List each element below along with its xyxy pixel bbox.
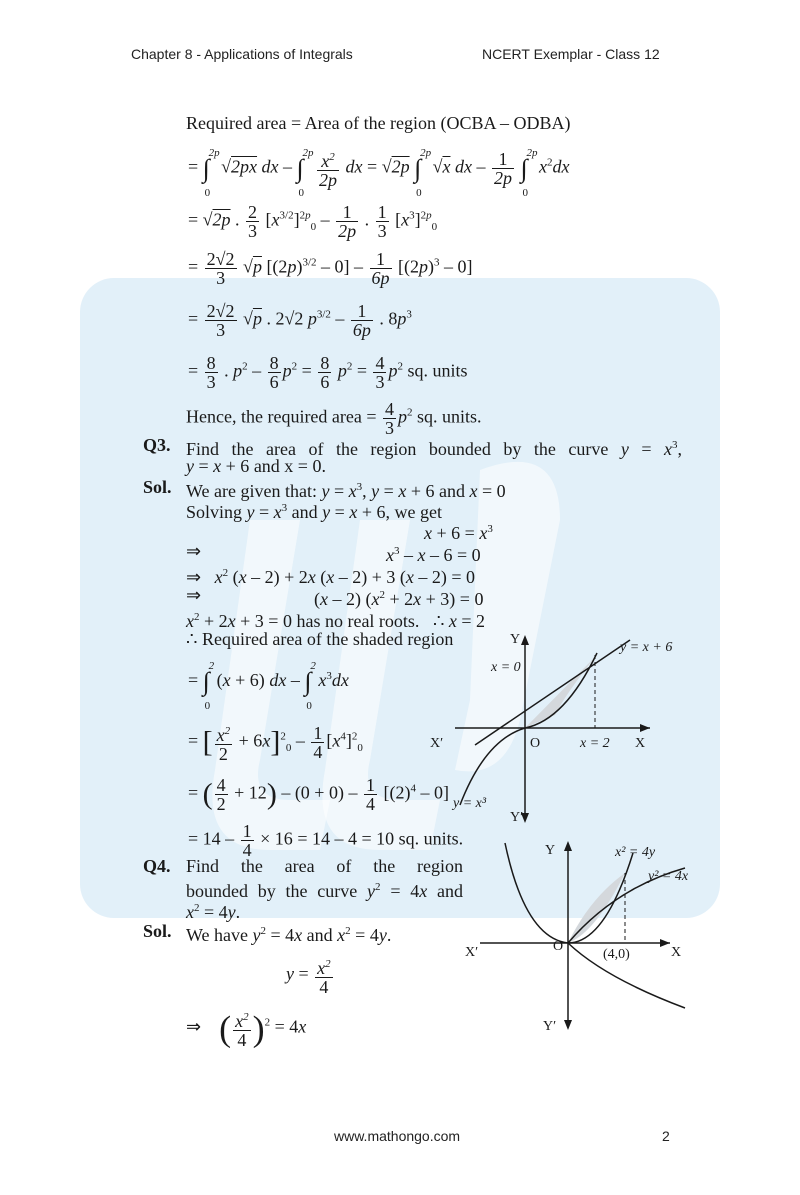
graph-cubic-line	[425, 625, 695, 830]
equation-line-1: = ∫ 2p 0 √2px dx – ∫ 2p 0 $\frac{x^2}{2p}$ dx = √2p ∫ 2p 0 √x dx – $\frac{1}{2p}$ ∫ 2p 0 $x^2dx$	[188, 146, 570, 199]
curve1-label: x² = 4y	[615, 845, 656, 860]
q3-question-line-2: y = x + 6 and x = 0.	[186, 456, 326, 476]
q3-eval-line-2: = ( $\frac{4}{2}$ + 12) – (0 + 0) – $\frac{1}{4}$ $[(2)^4 - 0]$	[188, 775, 449, 814]
q3-sol-label: Sol.	[143, 477, 172, 497]
q3-given-line: We are given that: $y = x^3$, y = x + 6 and x = 0	[186, 481, 506, 501]
point-label: (4,0)	[603, 947, 630, 962]
q4-question-line-2: bounded by the curve $y^2 = 4x$ and	[186, 881, 464, 901]
x2-label: x = 2	[580, 736, 610, 751]
equation-line-4: = $\frac{2√2}{3}$ √p . 2√2 $p^{3/2}$ – $\frac{1}{6p}$ . $8p^3$	[188, 301, 412, 340]
curve-label: y = x³	[453, 796, 487, 811]
q4-step-1: y = $\frac{x^2}{4}$	[286, 958, 331, 997]
q3-step-1: $x + 6 = x^3$	[424, 523, 493, 543]
line-label: y = x + 6	[620, 640, 673, 655]
axis-label-x: X	[671, 945, 682, 960]
axis-label-y-neg: Y′	[543, 1019, 557, 1033]
equation-line-2: = √2p . $\frac{2}{3}$ $[x^{3/2}]^{2p}_0$ – $\frac{1}{2p}$ . $\frac{1}{3}$ $[x^3]^{2p}_0$	[188, 202, 438, 241]
axis-label-x-neg: X′	[465, 945, 479, 960]
footer-url: www.mathongo.com	[334, 1128, 461, 1144]
axis-label-y-neg: Y′	[510, 810, 524, 825]
q4-question-line-3: $x^2 = 4y$.	[186, 902, 241, 922]
axis-label-y: Y	[510, 632, 521, 647]
axis-label-x: X	[635, 736, 646, 751]
line-y-x-plus-6	[475, 640, 630, 745]
curve2-label: y² = 4x	[648, 869, 689, 884]
q4-label: Q4.	[143, 856, 171, 876]
q4-we-have-line: We have $y^2 = 4x$ and $x^2 = 4y$.	[186, 925, 392, 945]
q3-question-line-1: Find the area of the region bounded by the curve $y = x^3$,	[186, 439, 683, 459]
header-chapter-title: Chapter 8 - Applications of Integrals	[131, 46, 353, 62]
x0-label: x = 0	[491, 660, 521, 675]
hence-line: Hence, the required area = $\frac{4}{3}$ $p^2$ sq. units.	[186, 399, 482, 438]
q3-step-2-expr: $x^3 - x - 6 = 0$	[386, 545, 481, 565]
q3-req-area-line: ∴ Required area of the shaded region	[186, 629, 454, 649]
header-book-title: NCERT Exemplar - Class 12	[482, 46, 660, 62]
q3-step-4-expr: (x – 2) $(x^2 + 2x + 3) = 0$	[314, 589, 484, 609]
page-number: 2	[662, 1128, 670, 1144]
shaded-region-1	[525, 657, 595, 728]
q3-final-line: = 14 – $\frac{1}{4}$ × 16 = 14 – 4 = 10 sq. units.	[188, 821, 464, 860]
equation-line-3: = $\frac{2√2}{3}$ √p $[(2p)^{3/2} - 0]$ – $\frac{1}{6p}$ $[(2p)^3 - 0]$	[188, 249, 473, 288]
equation-line-5: = $\frac{8}{3}$ . $p^2$ – $\frac{8}{6}$ $p^2$ = $\frac{8}{6}$ $p^2$ = $\frac{4}{3}$ $p^2$ sq. units	[188, 353, 468, 392]
q4-question-line-1: Find the area of the region	[186, 856, 463, 876]
q4-sol-label: Sol.	[143, 921, 172, 941]
q3-roots-line: $x^2 + 2x + 3 = 0$ has no real roots. ∴ x = 2	[186, 611, 486, 631]
q3-step-2: ⇒	[186, 541, 202, 561]
required-area-line: Required area = Area of the region (OCBA – ODBA)	[186, 113, 571, 133]
axis-label-y: Y	[545, 843, 556, 858]
origin-label: O	[530, 736, 541, 751]
q3-label: Q3.	[143, 435, 171, 455]
q3-eval-line-1: = [ $\frac{x^2}{2}$ + 6x]$^2_0$ – $\frac{1}{4}$ $[x^4]^2_0$	[188, 723, 363, 764]
q3-integral-line: = ∫ 2 0 (x + 6) dx – ∫ 2 0 $x^3dx$	[188, 659, 349, 712]
q3-step-4: ⇒	[186, 585, 202, 605]
q3-solving-line: Solving $y = x^3$ and y = x + 6, we get	[186, 502, 442, 522]
q3-step-3: ⇒ $x^2$ (x – 2) + 2x (x – 2) + 3 (x – 2) = 0	[186, 567, 476, 587]
q4-step-2: ⇒ ( $\frac{x^2}{4}$ )$^2$ = 4x	[186, 1008, 307, 1050]
axis-label-x-neg: X′	[430, 736, 444, 751]
graph-parabolas	[455, 838, 700, 1033]
origin-label: O	[553, 939, 564, 954]
